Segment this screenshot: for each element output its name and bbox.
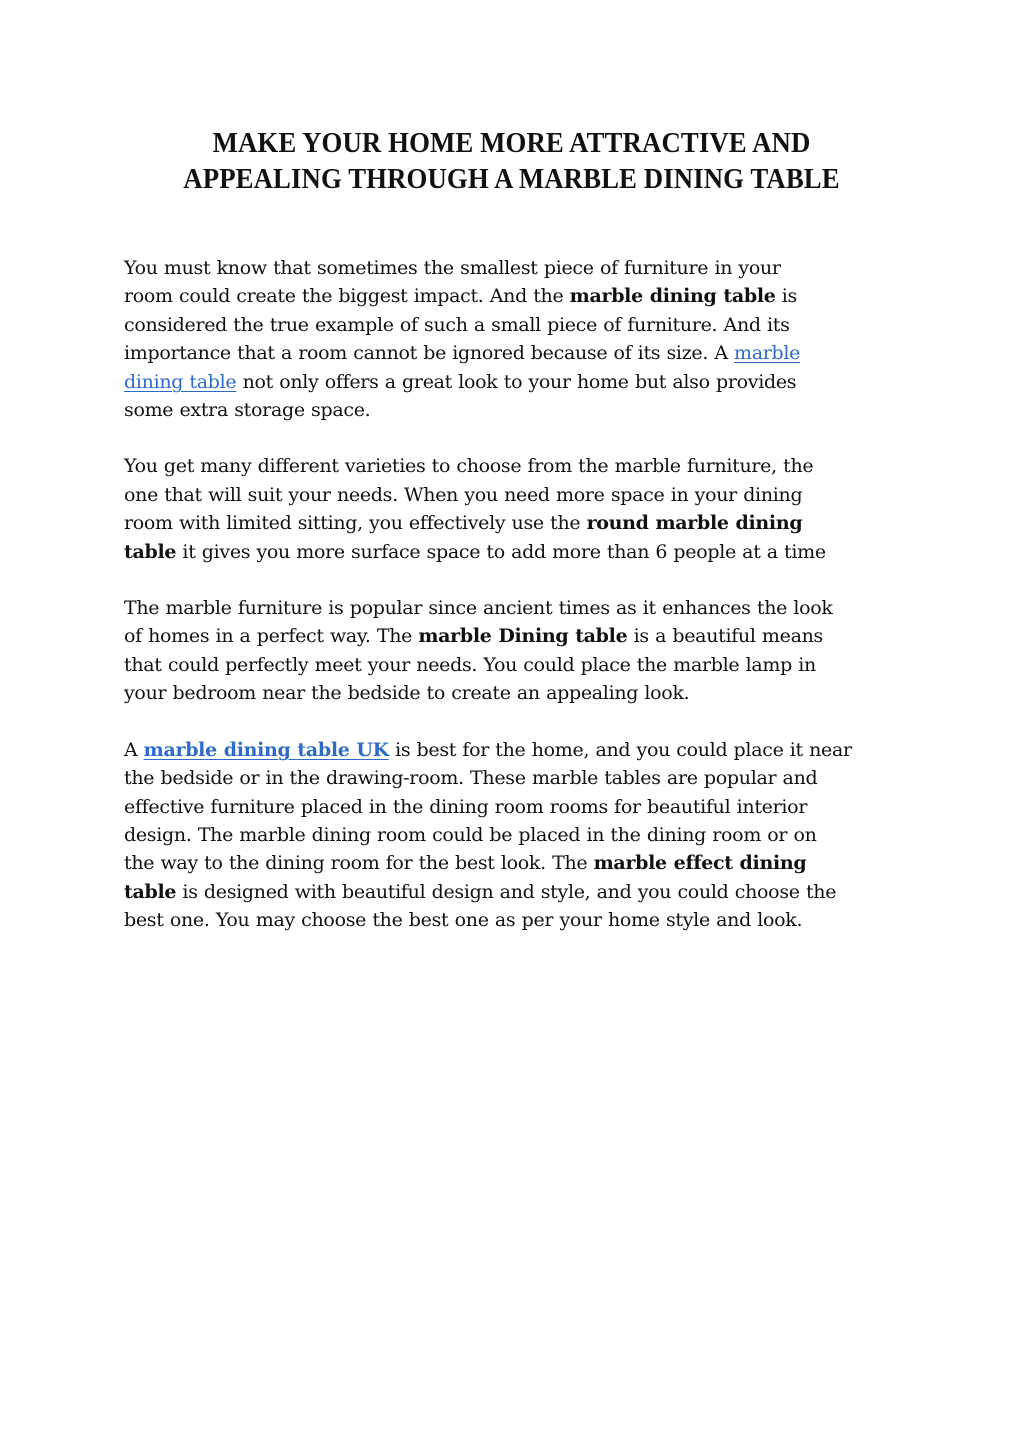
marble-dining-table-uk-link[interactable]: marble dining table UK (143, 738, 389, 761)
text-run: importance that a room cannot be ignored because of its size. A (124, 342, 734, 365)
text-line (124, 509, 924, 537)
bold-keyword: table (124, 880, 177, 903)
text-line (124, 396, 924, 424)
text-run: You must know that sometimes the smallest piece of furniture in your (124, 257, 781, 279)
bold-keyword: table (124, 540, 177, 563)
article-body (124, 254, 924, 963)
text-run: the way to the dining room for the best look. The (124, 852, 594, 875)
bold-keyword: marble Dining table (418, 625, 628, 648)
text-line (124, 622, 924, 650)
page-title (87, 126, 936, 198)
text-run: You get many different varieties to choose from the marble furniture, the (124, 455, 814, 478)
bold-keyword: round marble dining (586, 512, 803, 535)
text-line (124, 254, 924, 282)
text-run: is a beautiful means (627, 625, 824, 648)
text-run: is designed with beautiful design and style, and you could choose the (176, 880, 837, 903)
text-run: design. The marble dining room could be placed in the dining room or on (124, 823, 817, 846)
paragraph-1 (124, 254, 924, 424)
text-line (124, 311, 924, 339)
text-line (124, 452, 924, 480)
text-run: room could create the biggest impact. And the (124, 285, 570, 308)
text-line (124, 849, 924, 877)
title-line-2: APPEALING THROUGH A MARBLE DINING TABLE (183, 164, 840, 195)
text-run: A (124, 738, 144, 761)
text-line (124, 651, 924, 679)
text-run: The marble furniture is popular since ancient times as it enhances the look (124, 597, 833, 620)
paragraph-4 (124, 736, 924, 935)
text-run: your bedroom near the bedside to create an appealing look. (124, 682, 690, 705)
marble-dining-table-link-part-2[interactable]: dining table (124, 370, 237, 393)
text-run: of homes in a perfect way. The (124, 625, 419, 648)
text-line (124, 793, 924, 821)
text-run: some extra storage space. (124, 399, 371, 422)
text-line (124, 282, 924, 310)
text-run: it gives you more surface space to add more than 6 people at a time (176, 540, 826, 563)
text-line (124, 339, 924, 367)
bold-keyword: marble effect dining (593, 852, 807, 875)
text-run: room with limited sitting, you effectively use the (124, 512, 587, 535)
text-line (124, 736, 924, 764)
text-run: not only offers a great look to your home but also provides (236, 370, 797, 393)
text-line (124, 481, 924, 509)
text-line (124, 878, 924, 906)
text-run: effective furniture placed in the dining room rooms for beautiful interior (124, 795, 808, 818)
text-run: that could perfectly meet your needs. You could place the marble lamp in (124, 653, 816, 676)
bold-keyword: marble dining table (569, 285, 776, 308)
marble-dining-table-link-part-1[interactable]: marble (734, 342, 801, 365)
text-line (124, 679, 924, 707)
text-line (124, 368, 924, 396)
text-line (124, 821, 924, 849)
text-run: considered the true example of such a small piece of furniture. And its (124, 313, 790, 336)
text-line (124, 764, 924, 792)
text-line (124, 538, 924, 566)
text-line (124, 594, 924, 622)
text-run: is best for the home, and you could place it near (388, 738, 852, 761)
paragraph-3 (124, 594, 924, 708)
text-run: best one. You may choose the best one as per your home style and look. (124, 909, 803, 932)
text-run: the bedside or in the drawing-room. These marble tables are popular and (124, 767, 818, 790)
paragraph-2 (124, 452, 924, 566)
text-run: one that will suit your needs. When you need more space in your dining (124, 483, 803, 506)
title-line-1: MAKE YOUR HOME MORE ATTRACTIVE AND (212, 128, 811, 159)
text-line (124, 906, 924, 934)
text-run: is (775, 285, 797, 308)
